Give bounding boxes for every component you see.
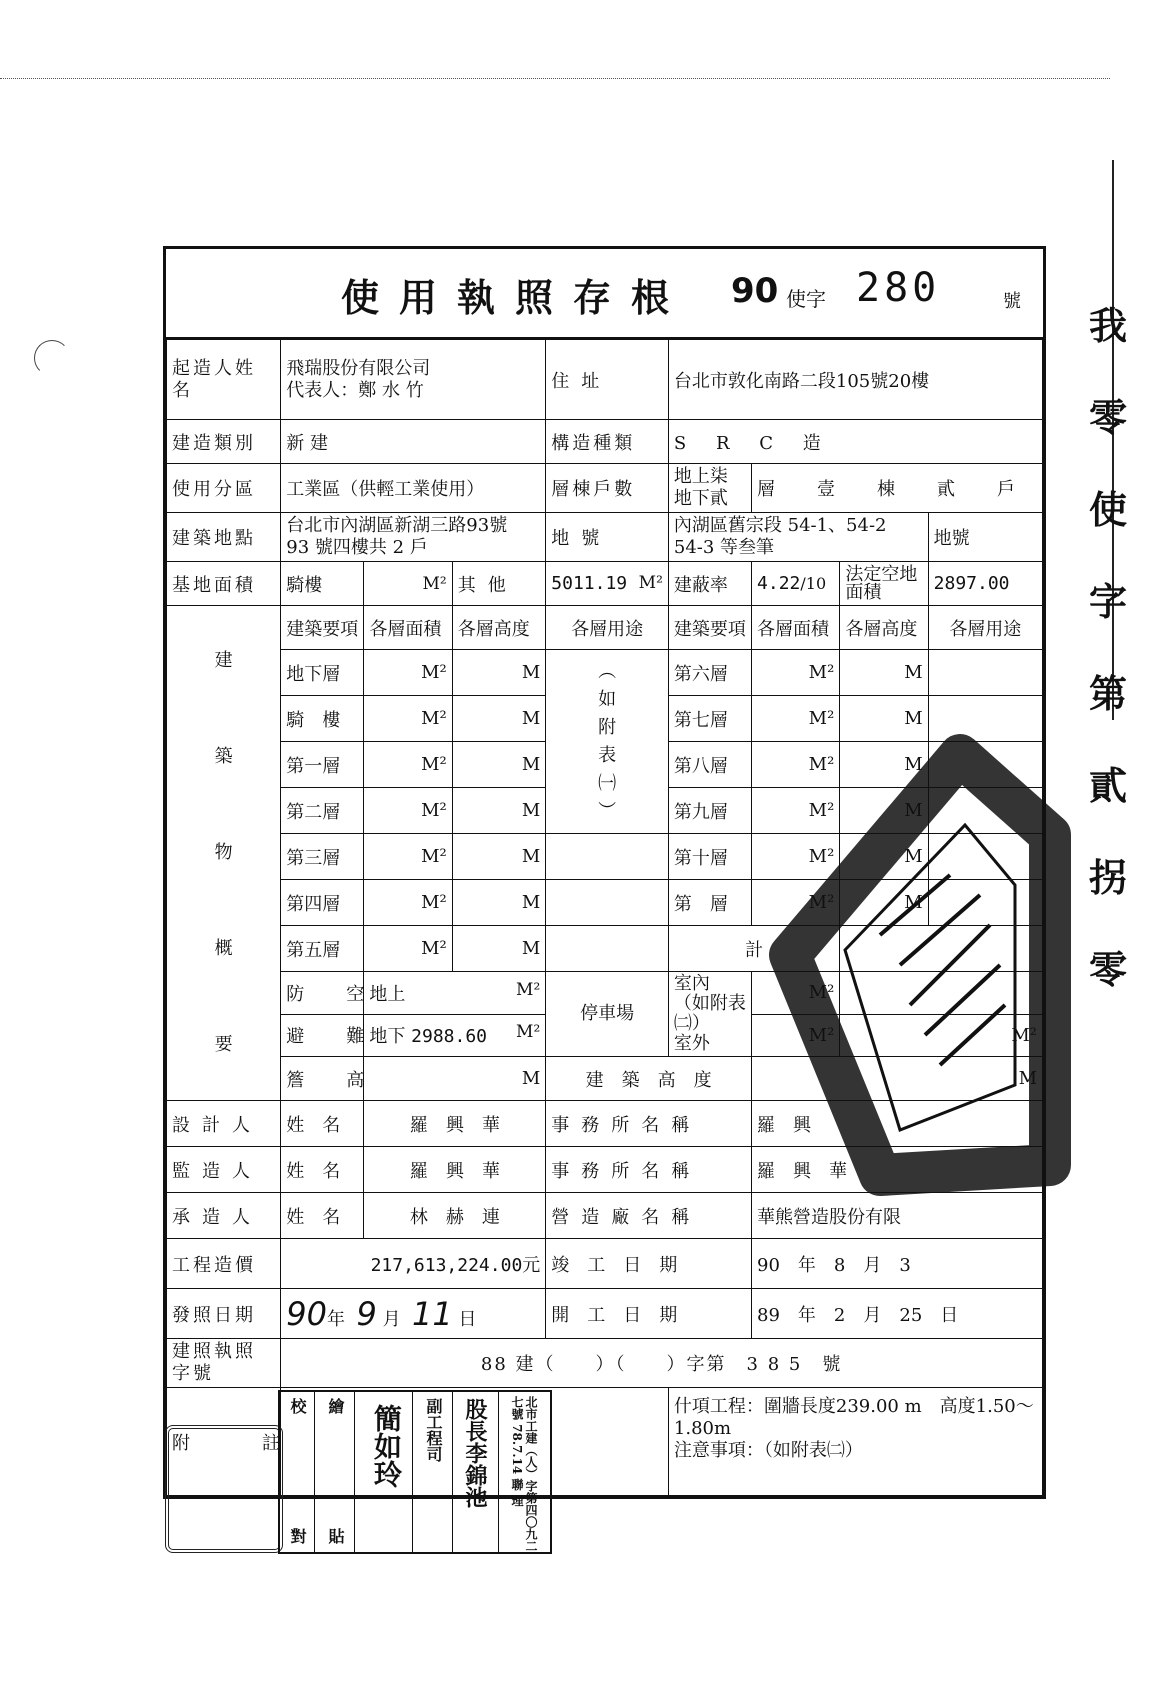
arcade-unit — [364, 562, 452, 606]
margin-char: 第 — [1088, 671, 1127, 716]
shelter-above-label: 地上 — [369, 983, 406, 1005]
unit-m: M — [904, 800, 923, 821]
overview-char: 築 — [214, 746, 233, 767]
document-title: 使用執照存根 — [341, 275, 690, 320]
lot-suffix: 地號 — [928, 513, 1042, 562]
contractor-name: 林 赫 連 — [364, 1193, 546, 1239]
floor-left-name: 第三層 — [281, 834, 364, 880]
unit-m2: M² — [421, 708, 447, 729]
official-seal-stamp — [750, 735, 1050, 1175]
floor-row — [167, 650, 1043, 696]
structure-label: 構造種類 — [546, 420, 669, 464]
unit-m2: M² — [516, 979, 541, 1000]
issue-month-unit: 月 — [382, 1308, 401, 1330]
open-space-label: 法定空地面積 — [840, 562, 928, 606]
col-use-left: 各層用途 — [546, 606, 669, 650]
shelter-below-value: 2988.60 — [411, 1026, 488, 1048]
zoning-value: 工業區（供輕工業使用） — [281, 464, 546, 513]
unit-m2: M² — [422, 573, 447, 594]
punch-hole — [34, 340, 70, 376]
margin-char: 零 — [1088, 947, 1127, 992]
floor-left-height — [452, 834, 546, 880]
floor-left-height — [452, 696, 546, 742]
floor-left-height — [452, 880, 546, 926]
floors-below: 地下貳 — [673, 488, 728, 509]
sig-draw-footer: 貼 — [326, 1528, 345, 1544]
unit-m2: M² — [808, 754, 835, 775]
floor-left-area — [364, 696, 452, 742]
issue-year: 90 — [286, 1294, 328, 1333]
floor-left-area — [364, 834, 452, 880]
site-address — [281, 513, 546, 562]
floor-left-area — [364, 788, 452, 834]
floors-above: 地上柒 — [673, 466, 728, 487]
parking-outdoor: 室外 — [673, 1033, 710, 1054]
floor-left-name: 第四層 — [281, 880, 364, 926]
zoning-label: 使用分區 — [167, 464, 281, 513]
unit-m: M — [904, 708, 923, 729]
parking-indoor: 室內 — [673, 973, 710, 994]
sig-engineer-label: 副工程司 — [424, 1398, 443, 1462]
floor-left-name: 地下層 — [281, 650, 364, 696]
unit-m2: M² — [638, 573, 663, 593]
shelter-label-1: 防 空 — [281, 972, 364, 1015]
signature-box — [278, 1390, 552, 1554]
sig-cell-check — [280, 1392, 315, 1552]
open-space-cell — [928, 562, 1042, 606]
unit-m: M — [521, 800, 541, 821]
unit-m2: M² — [808, 982, 835, 1004]
designer-label: 設計人 — [167, 1101, 281, 1147]
unit-m2: M² — [421, 938, 447, 959]
contractor-company: 華熊營造股份有限 — [752, 1193, 1043, 1239]
unit-m2: M² — [808, 708, 835, 729]
license-label: 建照執照字號 — [167, 1339, 281, 1388]
unit-m: M — [521, 938, 541, 959]
floor-left-use — [546, 834, 669, 880]
floors-counts: 層 壹 棟 貳 戶 — [752, 464, 1043, 513]
col-item-right: 建築要項 — [668, 606, 751, 650]
issue-year-unit: 年 — [327, 1308, 346, 1330]
margin-char: 拐 — [1088, 855, 1127, 900]
unit-m2: M² — [421, 754, 447, 775]
floor-right-use — [928, 650, 1042, 696]
sig-draw-label: 繪 — [326, 1398, 345, 1414]
cost-label: 工程造價 — [167, 1239, 281, 1289]
floor-left-name: 騎 樓 — [281, 696, 364, 742]
contractor-company-label: 營造廠名稱 — [546, 1193, 752, 1239]
floor-left-height — [452, 650, 546, 696]
use-note-char: ︵ — [598, 660, 617, 682]
sig-registration-stamp: 北市工建（人）字第四〇九二七號 78.7.14 聯 理 — [510, 1396, 538, 1552]
unit-m: M — [904, 662, 923, 683]
unit-m: M — [1018, 1068, 1037, 1089]
permit-prefix: 使字 — [786, 287, 826, 311]
eaves-label: 簷 高 — [281, 1057, 364, 1101]
shelter-label-2: 避 難 — [281, 1014, 364, 1057]
col-area-right: 各層面積 — [752, 606, 840, 650]
building-overview-label — [167, 606, 281, 1101]
overview-char: 建 — [214, 650, 233, 671]
unit-m2: M² — [808, 846, 835, 867]
floor-left-area — [364, 880, 452, 926]
col-area-left: 各層面積 — [364, 606, 452, 650]
coverage-label: 建蔽率 — [668, 562, 751, 606]
sig-cell-chief — [452, 1392, 499, 1552]
floor-left-area — [364, 650, 452, 696]
margin-char: 字 — [1088, 579, 1127, 624]
unit-m: M — [521, 708, 541, 729]
floor-right-area — [752, 650, 840, 696]
parking-cell — [668, 972, 751, 1057]
notes-line-1: 什項工程：圍牆長度239.00 m 高度1.50～1.80m — [673, 1396, 1034, 1439]
builder-cell — [281, 340, 546, 420]
unit-m2: M² — [808, 1024, 835, 1046]
builder-name: 飛瑞股份有限公司 — [286, 357, 431, 379]
floor-left-height — [452, 788, 546, 834]
site-address-line-1: 台北市內湖區新湖三路93號 — [286, 515, 508, 536]
issue-date — [281, 1289, 546, 1339]
contractor-name-label: 姓 名 — [281, 1193, 364, 1239]
contractor-label: 承造人 — [167, 1193, 281, 1239]
category-value: 新 建 — [281, 420, 546, 464]
unit-m2: M² — [421, 800, 447, 821]
start-value: 89 年 2 月 25 日 — [752, 1289, 1043, 1339]
unit-m2: M² — [1011, 1024, 1037, 1046]
open-space-value: 2897.00 — [933, 573, 1010, 594]
coverage-cell — [752, 562, 840, 606]
sig-cell-name — [354, 1392, 413, 1552]
cost-value: 217,613,224.00元 — [281, 1239, 546, 1289]
margin-char: 貳 — [1088, 763, 1127, 808]
shelter-above — [364, 972, 546, 1015]
issue-day: 11 — [412, 1294, 453, 1333]
issue-day-unit: 日 — [458, 1308, 477, 1330]
issue-date-label: 發照日期 — [167, 1289, 281, 1339]
floors-label: 層棟戶數 — [546, 464, 669, 513]
other-value: 5011.19 — [551, 573, 628, 594]
builder-label: 起造人姓名 — [167, 340, 281, 420]
issue-month: 9 — [356, 1294, 377, 1333]
unit-m: M — [904, 754, 923, 775]
floor-left-area — [364, 742, 452, 788]
floor-left-height — [452, 742, 546, 788]
title-row — [166, 249, 1043, 339]
use-note-char: ︶ — [598, 800, 617, 822]
sig-name-stamp: 簡如玲 — [370, 1404, 403, 1488]
designer-office: 羅 興 — [752, 1101, 1043, 1147]
unit-m: M — [521, 846, 541, 867]
sig-cell-draw — [314, 1392, 355, 1552]
address-value: 台北市敦化南路二段105號20樓 — [668, 340, 1042, 420]
shelter-below — [364, 1014, 546, 1057]
other-cell — [546, 562, 669, 606]
unit-m: M — [904, 892, 923, 913]
margin-char: 使 — [1088, 487, 1127, 532]
use-note-char: 附 — [598, 716, 617, 738]
parking-note: （如附表㈡） — [673, 993, 746, 1034]
use-note-char: ㈠ — [598, 772, 617, 794]
other-label: 其他 — [452, 562, 546, 606]
sig-cell-registration — [498, 1392, 548, 1552]
floor-left-use — [546, 880, 669, 926]
builder-rep: 代表人：鄭 水 竹 — [286, 379, 424, 401]
floor-right-name: 第 層 — [668, 880, 751, 926]
col-use-right: 各層用途 — [928, 606, 1042, 650]
overview-char: 概 — [214, 938, 233, 959]
address-label: 住址 — [546, 340, 669, 420]
start-label: 開 工 日 期 — [546, 1289, 752, 1339]
designer-name-label: 姓 名 — [281, 1101, 364, 1147]
unit-m: M — [904, 846, 923, 867]
unit-m2: M² — [421, 662, 447, 683]
floor-right-height — [840, 650, 928, 696]
designer-name: 羅 興 華 — [364, 1101, 546, 1147]
site-address-line-2: 93 號四樓共 2 戶 — [286, 537, 428, 558]
permit-suffix: 號 — [1003, 291, 1021, 312]
unit-m: M — [521, 1068, 541, 1089]
supervisor-office-label: 事務所名稱 — [546, 1147, 752, 1193]
unit-m2: M² — [808, 892, 835, 913]
unit-m: M — [521, 892, 541, 913]
unit-m2: M² — [421, 892, 447, 913]
floor-left-area — [364, 926, 452, 972]
sig-chief-stamp: 股長李錦池 — [462, 1398, 488, 1508]
floor-left-name: 第一層 — [281, 742, 364, 788]
unit-m2: M² — [808, 662, 835, 683]
unit-m2: M² — [421, 846, 447, 867]
sig-check-label: 校 — [288, 1398, 307, 1414]
floor-right-name: 第六層 — [668, 650, 751, 696]
notes-content — [668, 1388, 1042, 1496]
margin-char: 零 — [1088, 395, 1127, 440]
arcade-label: 騎樓 — [281, 562, 364, 606]
supervisor-label: 監造人 — [167, 1147, 281, 1193]
structure-value: S R C 造 — [668, 420, 1042, 464]
margin-char: 我 — [1088, 303, 1127, 348]
site-label: 建築地點 — [167, 513, 281, 562]
supervisor-name-label: 姓 名 — [281, 1147, 364, 1193]
floor-total-label: 計 — [668, 926, 839, 972]
lot-label: 地號 — [546, 513, 669, 562]
base-area-label: 基地面積 — [167, 562, 281, 606]
floor-right-name: 第十層 — [668, 834, 751, 880]
col-height-left: 各層高度 — [452, 606, 546, 650]
floor-right-name: 第八層 — [668, 742, 751, 788]
col-height-right: 各層高度 — [840, 606, 928, 650]
notes-label: 附 註 — [167, 1388, 281, 1496]
parking-label: 停車場 — [546, 972, 669, 1057]
unit-m2: M² — [808, 800, 835, 821]
lot-value-line-2: 54-3 等叁筆 — [673, 537, 775, 558]
floor-right-name: 第七層 — [668, 696, 751, 742]
floor-left-use — [546, 926, 669, 972]
col-item-left: 建築要項 — [281, 606, 364, 650]
designer-office-label: 事務所名稱 — [546, 1101, 752, 1147]
scan-dotted-line — [0, 78, 1110, 79]
sig-cell-engineer — [412, 1392, 453, 1552]
sig-check-footer: 對 — [288, 1528, 307, 1544]
left-square-stamp — [165, 1425, 283, 1553]
completion-label: 竣 工 日 期 — [546, 1239, 752, 1289]
supervisor-office: 羅 興 華 — [752, 1147, 1043, 1193]
floor-left-name: 第五層 — [281, 926, 364, 972]
floor-left-height — [452, 926, 546, 972]
license-value: 88 建（ ）（ ）字第 3 8 5 號 — [281, 1339, 1043, 1388]
notes-line-2: 注意事項：（如附表㈡） — [673, 1440, 863, 1461]
lot-value-line-1: 內湖區舊宗段 54-1、54-2 — [673, 515, 887, 536]
overview-char: 物 — [214, 842, 233, 863]
use-note-char: 如 — [598, 688, 617, 710]
use-note-char: 表 — [598, 744, 617, 766]
permit-number: 280 — [856, 265, 941, 311]
coverage-value: 4.22 — [757, 573, 801, 594]
floors-above-below — [668, 464, 751, 513]
unit-m2: M² — [516, 1022, 541, 1043]
floor-use-note — [546, 650, 669, 834]
unit-m: M — [521, 754, 541, 775]
year-handwritten: 90 — [731, 271, 779, 311]
unit-m: M — [521, 662, 541, 683]
shelter-below-label: 地下 — [369, 1026, 406, 1048]
completion-value: 90 年 8 月 3 — [752, 1239, 1043, 1289]
floor-right-name: 第九層 — [668, 788, 751, 834]
eaves-unit — [364, 1057, 546, 1101]
supervisor-name: 羅 興 華 — [364, 1147, 546, 1193]
coverage-unit: /10 — [800, 574, 827, 593]
building-height-label: 建 築 高 度 — [546, 1057, 752, 1101]
margin-handwriting — [1068, 280, 1148, 1016]
overview-char: 要 — [214, 1034, 233, 1055]
lot-value — [668, 513, 928, 562]
floor-left-name: 第二層 — [281, 788, 364, 834]
category-label: 建造類別 — [167, 420, 281, 464]
